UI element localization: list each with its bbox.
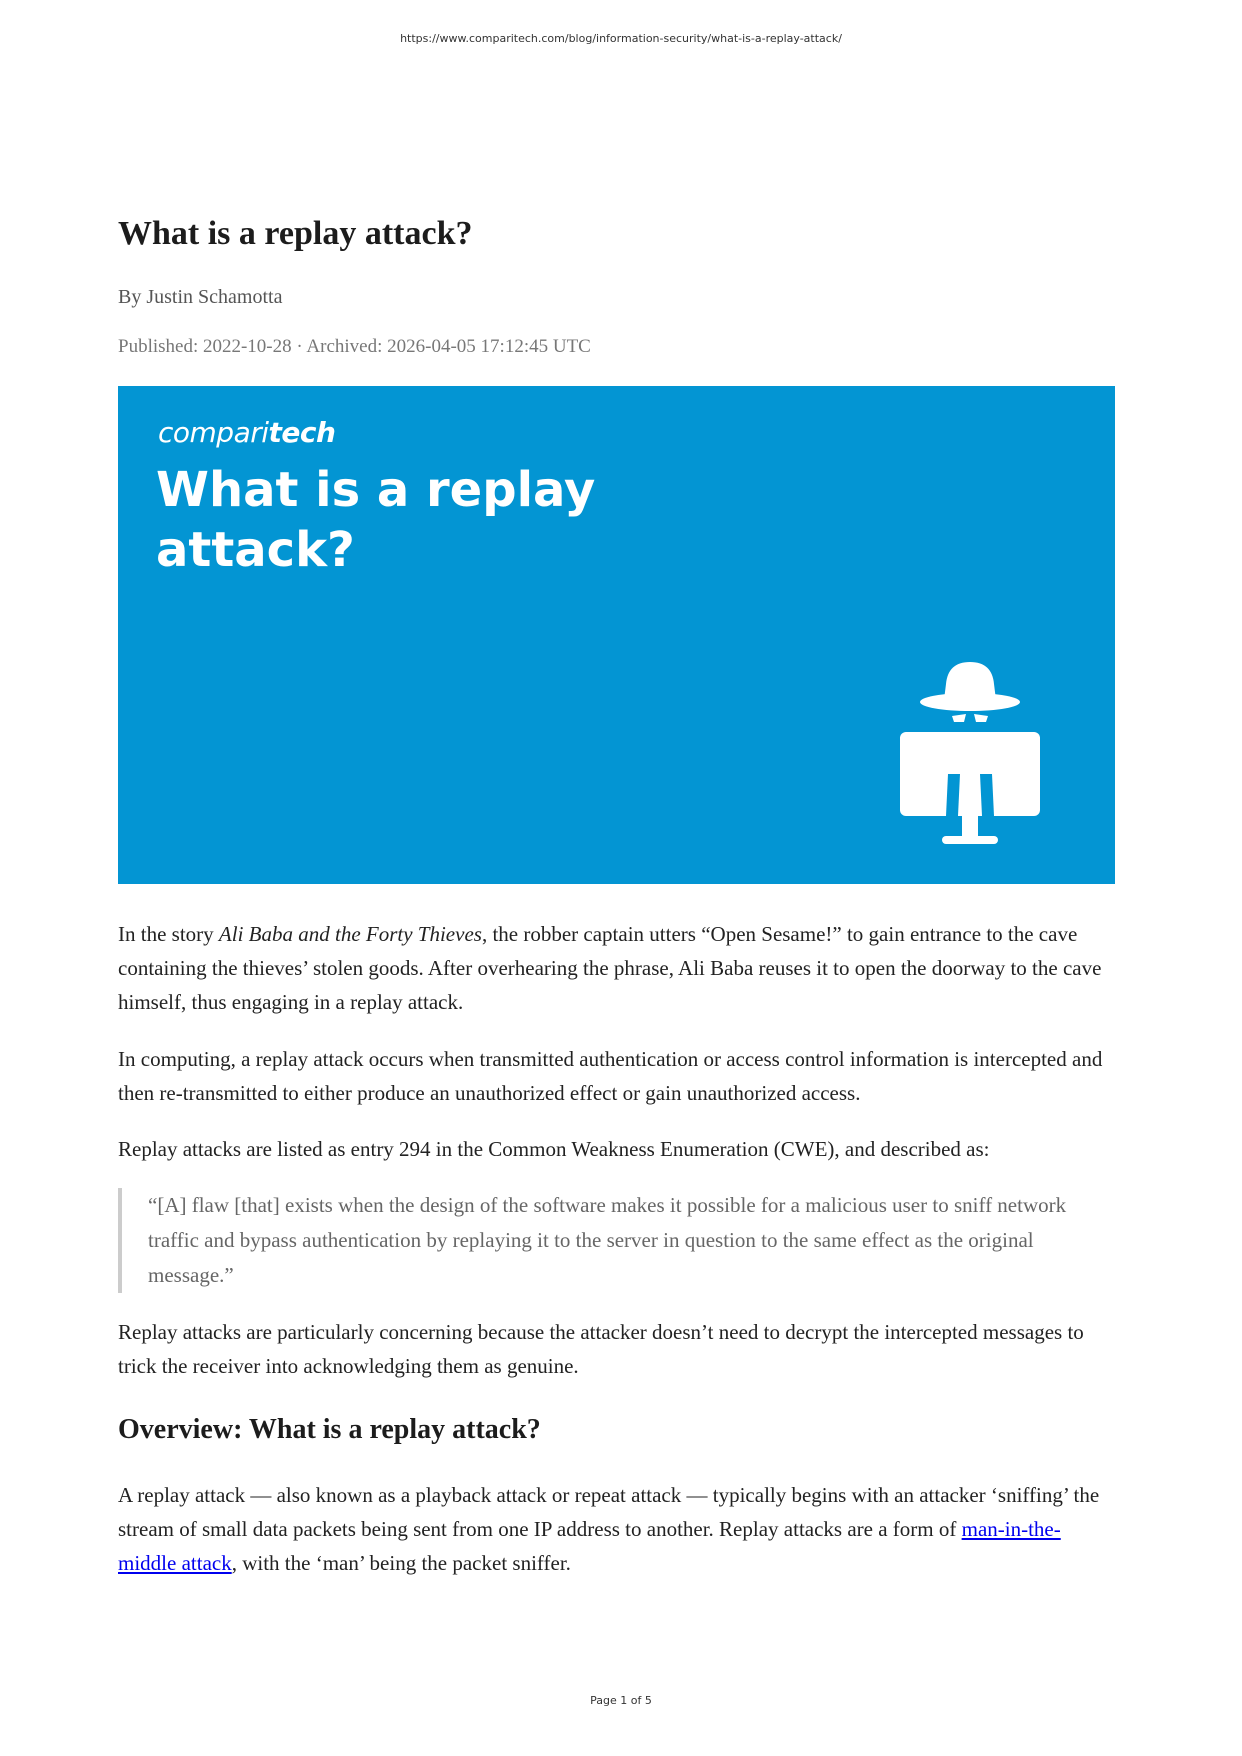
paragraph-overview — [118, 1478, 1115, 1580]
paragraph-computing: In computing, a replay attack occurs when transmitted authentication or access control information is intercepted and then re-transmitted to either produce an unauthorized effect or gain unauthorized access. — [118, 1047, 1103, 1105]
hero-image — [118, 386, 1115, 884]
paragraph-intro — [118, 917, 1115, 1019]
paragraph-concern: Replay attacks are particularly concerning because the attacker doesn’t need to decrypt the intercepted messages to trick the receiver into acknowledging them as genuine. — [118, 1320, 1084, 1378]
p1-text-after: , the robber captain utters “Open Sesame!” to gain entrance to the cave containing the thieves’ stolen goods. After overhearing the phrase, Ali Baba reuses it to open the doorway to the cave himself, thus engaging in a replay attack. — [118, 922, 1102, 1014]
page-url-header: https://www.comparitech.com/blog/information-security/what-is-a-replay-attack/ — [400, 32, 842, 45]
page-number-footer: Page 1 of 5 — [590, 1694, 652, 1707]
article-meta: Published: 2022-10-28 · Archived: 2026-04-05 17:12:45 UTC — [118, 336, 591, 357]
comparitech-logo — [158, 416, 335, 449]
spy-at-computer-icon — [888, 656, 1052, 856]
paragraph-cwe: Replay attacks are listed as entry 294 in the Common Weakness Enumeration (CWE), and described as: — [118, 1137, 990, 1161]
logo-part-2: tech — [268, 416, 336, 449]
p1-text-before: In the story — [118, 922, 219, 946]
mitm-attack-link[interactable]: man-in-the-middle attack — [118, 1517, 1061, 1575]
logo-part-1: compari — [158, 416, 269, 449]
hero-title: What is a replay attack? — [156, 462, 596, 578]
article-byline: By Justin Schamotta — [118, 286, 283, 308]
story-title: Ali Baba and the Forty Thieves — [218, 922, 482, 946]
p5-text-before: A replay attack — also known as a playback attack or repeat attack — typically begins with an attacker ‘sniffing’ the stream of small data packets being sent from one IP address to another. Replay attacks are a form of — [118, 1483, 1100, 1541]
article-title: What is a replay attack? — [118, 215, 473, 252]
section-heading-overview: Overview: What is a replay attack? — [118, 1414, 541, 1445]
cwe-quote: “[A] flaw [that] exists when the design of the software makes it possible for a malicious user to sniff network traffic and bypass authentication by replaying it to the server in question to the same effect as the original message.” — [118, 1188, 1068, 1293]
p5-text-after: , with the ‘man’ being the packet sniffer. — [231, 1551, 571, 1575]
